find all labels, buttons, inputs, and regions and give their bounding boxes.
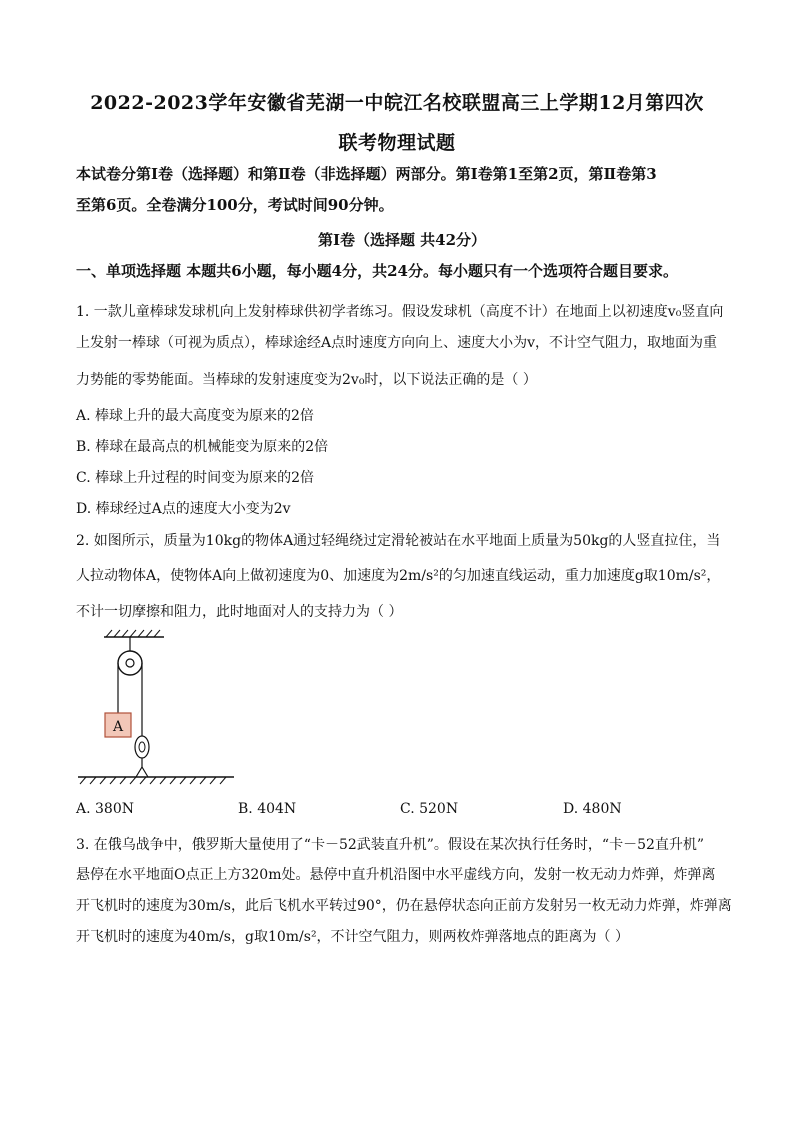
ground-hatching (80, 777, 226, 784)
q1-line1: 1. 一款儿童棒球发球机向上发射棒球供初学者练习。假设发球机（高度不计）在地面上以初速度v₀竖直向 (76, 304, 724, 320)
q3-line3: 开飞机时的速度为30m/s，此后飞机水平转过90°，仍在悬停状态向正前方发射另一枚无动力炸弹，炸弹离 (76, 898, 732, 914)
section-instruction: 一、单项选择题 本题共6小题，每小题4分，共24分。每小题只有一个选项符合题目要求。 (76, 262, 678, 280)
block-a-label: A (112, 719, 124, 735)
intro-line2: 至第6页。全卷满分100分，考试时间90分钟。 (76, 196, 394, 214)
q1-option-b: B. 棒球在最高点的机械能变为原来的2倍 (76, 439, 329, 455)
q1-option-d: D. 棒球经过A点的速度大小变为2v (76, 501, 291, 517)
q2-option-b: B. 404N (238, 801, 297, 817)
q3-line4: 开飞机时的速度为40m/s，g取10m/s²，不计空气阻力，则两枚炸弹落地点的距离为（ ） (76, 929, 630, 945)
q3-line2: 悬停在水平地面O点正上方320m处。悬停中直升机沿图中水平虚线方向，发射一枚无动力炸弹，炸弹离 (76, 867, 716, 883)
q2-line2: 人拉动物体A，使物体A向上做初速度为0、加速度为2m/s²的匀加速直线运动，重力加速度g取10m/s²， (76, 568, 721, 584)
ceiling-hatching (106, 630, 160, 637)
exam-title-line1: 2022-2023学年安徽省芜湖一中皖江名校联盟高三上学期12月第四次 (90, 92, 704, 114)
q2-option-d: D. 480N (563, 801, 622, 817)
pulley-diagram (74, 627, 244, 789)
person-inner (139, 742, 145, 752)
q2-option-c: C. 520N (400, 801, 459, 817)
pulley-axle (126, 659, 134, 667)
q1-option-a: A. 棒球上升的最大高度变为原来的2倍 (76, 408, 314, 424)
section-heading: 第Ⅰ卷（选择题 共42分） (317, 231, 487, 249)
intro-line1: 本试卷分第Ⅰ卷（选择题）和第Ⅱ卷（非选择题）两部分。第Ⅰ卷第1至第2页，第Ⅱ卷第3 (76, 165, 657, 183)
q1-option-c: C. 棒球上升过程的时间变为原来的2倍 (76, 470, 315, 486)
q3-line1: 3. 在俄乌战争中，俄罗斯大量使用了“卡－52武装直升机”。假设在某次执行任务时，“卡－52直升机” (76, 837, 705, 853)
q1-line2: 上发射一棒球（可视为质点），棒球途经A点时速度方向向上、速度大小为v，不计空气阻力，取地面为重 (76, 335, 718, 351)
q1-line3: 力势能的零势能面。当棒球的发射速度变为2v₀时，以下说法正确的是（ ） (76, 372, 537, 388)
q2-line3: 不计一切摩擦和阻力，此时地面对人的支持力为（ ） (76, 604, 403, 620)
exam-title-line2: 联考物理试题 (338, 132, 456, 154)
q2-line1: 2. 如图所示，质量为10kg的物体A通过轻绳绕过定滑轮被站在水平地面上质量为50kg的人竖直拉住，当 (76, 533, 721, 549)
q2-option-a: A. 380N (76, 801, 134, 817)
